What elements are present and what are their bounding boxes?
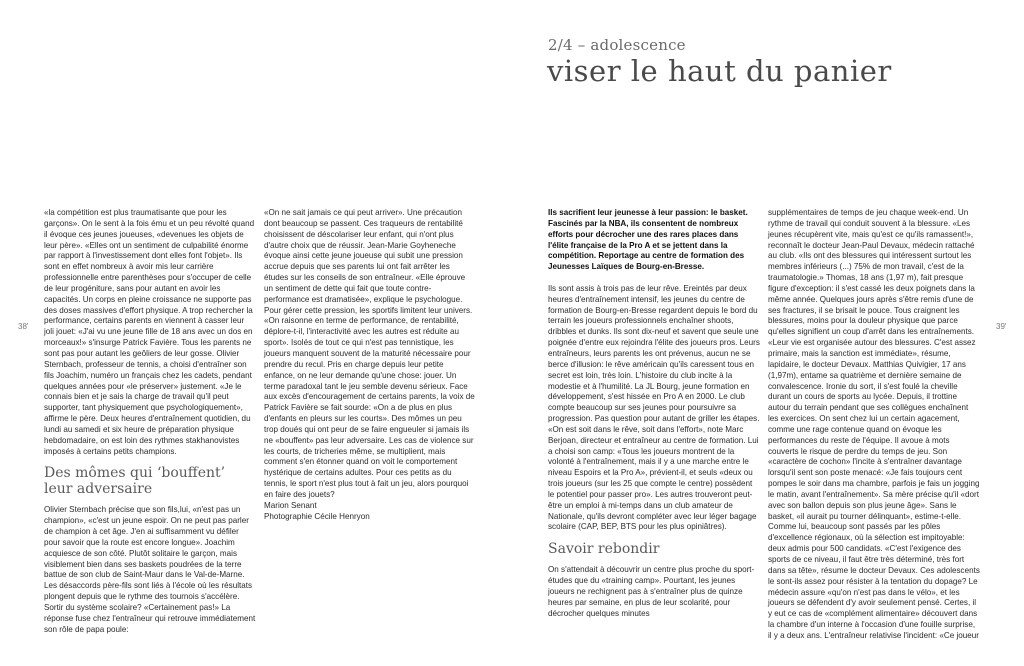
photo-credit: Photographie Cécile Henryon xyxy=(264,511,370,521)
author-credit: Marion Senant xyxy=(264,500,317,510)
article-title: viser le haut du panier xyxy=(547,54,892,88)
article-lead: Ils sacrifient leur jeunesse à leur passion: le basket. Fascinés par la NBA, ils consentent de nombreux efforts pour décrocher une des rares places dans l'élite française de la Pro A et se jettent dans la compétition. Reportage au centre de formation des Jeunesses Laïques de Bourg-en-Bresse. xyxy=(548,208,748,272)
column-1-paragraph-1: «la compétition est plus traumatisante que pour les garçons». On le sent à la fois ému et un peu révolté quand il évoque ces jeunes joueuses, «devenues les objets de leur père». «Elles ont un sentiment de culpabilité énorme par rapport à l'investissement dont elles font l'objet». Ils sont en effet nombreux à avoir mis leur carrière professionnelle entre parenthèses pour s'occuper de celle de leur progéniture, sans pour autant en avoir les capacités. Un corps en pleine croissance ne supporte pas des doses massives d'effort physique. A trop rechercher la performance, certains parents en viennent à casser leur joli jouet: «J'ai vu une jeune fille de 18 ans avec un dos en morceaux!» s'insurge Patrick Favière. Tous les parents ne sont pas pour autant les geôliers de leur gosse. Olivier Sternbach, professeur de tennis, a choisi d'entraîner son fils Joachim, numéro un français chez les cadets, pendant quelques années pour «le préserver» justement. «Je le connais bien et je sais la charge de travail qu'il peut supporter, tant physiquement que psychologiquement», affirme le père. Deux heures d'entraînement quotidien, du lundi au samedi et six heure de préparation physique hebdomadaire, on est loin des rythmes stakhanovistes imposés à certains petits champions. xyxy=(44,208,255,456)
page-number-left: 38' xyxy=(18,322,29,331)
column-3 xyxy=(548,208,760,620)
column-2-paragraph-1: «On ne sait jamais ce qui peut arriver». Une précaution dont beaucoup se passent. Ces traqueurs de rentabilité choisissent de déscolariser leur enfant, qui n'ont plus d'autre choix que de réussir. Jean-Marie Goyheneche évoque ainsi cette jeune joueuse qui subit une pression accrue depuis que ses parents lui ont fait arrêter les études sur les conseils de son entraîneur. «Elle éprouve un sentiment de dette qui fait que toute contre-performance est dramatisée», explique le psychologue. Pour gérer cette pression, les sportifs limitent leur univers. «On raisonne en terme de performance, de rentabilité, déplore-t-il, l'interactivité avec les autres est réduite au sport». Isolés de tout ce qui n'est pas tennistique, les joueurs manquent souvent de la maturité nécessaire pour prendre du recul. Pris en charge depuis leur petite enfance, on ne leur demande qu'une chose: jouer. Un terme paradoxal tant le jeu semble devenu sérieux. Face aux excès d'encouragement de certains parents, la voix de Patrick Favière se fait sourde: «On a de plus en plus d'enfants en pleurs sur les courts». Des mômes un peu trop doués qui ont peur de se faire engueuler si jamais ils ne «bouffent» pas leur adversaire. Les cas de violence sur les courts, de tricheries même, se multiplient, mais comment s'en étonner quand on voit le comportement hystérique de certains adultes. Pour ces petits as du tennis, le sport n'est plus tout à fait un jeu, alors pourquoi en faire des jouets? xyxy=(264,208,475,499)
page-number-right: 39' xyxy=(996,322,1007,331)
column-3-paragraph-1: Ils sont assis à trois pas de leur rêve. Ereintés par deux heures d'entraînement intensif, les jeunes du centre de formation de Bourg-en-Bresse regardent depuis le bord du terrain les joueurs professionnels enchaîner shoots, dribbles et dunks. Ils sont dix-neuf et savent que seule une poignée d'entre eux rejoindra l'élite des joueurs pros. Leurs entraîneurs, leurs parents les ont prévenus, aucun ne se berce d'illusion: le rêve américain qu'ils caressent tous en secret est loin, très loin. L'histoire du club incite à la modestie et à l'humilité. La JL Bourg, jeune formation en développement, s'est hissée en Pro A en 2000. Le club compte beaucoup sur ses jeunes pour poursuivre sa progression. Pas question pour autant de griller les étapes. «On est soit dans le rêve, soit dans l'effort», note Marc Berjoan, directeur et entraîneur au centre de formation. Lui a choisi son camp: «Tous les joueurs montrent de la volonté à l'entraînement, mais il y a une marche entre le niveau Espoirs et la Pro A», prévient-il, et seuls «deux ou trois joueurs (sur les 25 que compte le centre) possèdent le potentiel pour passer pro». Les autres trouveront peut-être un emploi à mi-temps dans un club amateur de Nationale, qu'ils devront compléter avec leur léger bagage scolaire (CAP, BEP, BTS pour les plus opiniâtres). xyxy=(548,283,760,532)
column-1 xyxy=(44,208,256,636)
subheading-savoir-rebondir: Savoir rebondir xyxy=(548,541,660,558)
column-1-paragraph-2: Olivier Sternbach précise que son fils,lui, «n'est pas un champion», «c'est un jeune espoir. On ne peut pas parler de champion à cet âge. J'en ai suffisamment vu défiler pour savoir que la route est encore longue». Joachim acquiesce de son côté. Plutôt solitaire le garçon, mais visiblement bien dans ses baskets poudrées de la terre battue de son club de Saint-Maur dans le Val-de-Marne. Les désaccords père-fils sont liés à l'école où les résultats plongent depuis que le rythme des tournois s'accélère. Sortir du système scolaire? «Certainement pas!» La réponse fuse chez l'entraîneur qui retrouve immédiatement son rôle de papa poule: xyxy=(44,505,256,634)
column-3-paragraph-2: On s'attendait à découvrir un centre plus proche du sport-études que du «training camp». Pourtant, les jeunes joueurs ne rechignent pas à s'entraîner plus de quinze heures par semaine, en plus de leur scolarité, pour décrocher quelques minutes xyxy=(548,565,755,618)
subheading-momes: Des mômes qui ‘bouffent’ leur adversaire xyxy=(44,465,226,498)
column-4-paragraph-1: supplémentaires de temps de jeu chaque week-end. Un rythme de travail qui conduit souvent à la blessure. «Les jeunes récupèrent vite, mais qu'est ce qu'ils ramassent!», reconnaît le docteur Jean-Paul Devaux, médecin rattaché au club. «Ils ont des blessures qui intéressent surtout les membres inférieurs (...) 75% de mon travail, c'est de la traumatologie.» Thomas, 18 ans (1,97 m), fait presque figure d'exception: il s'est cassé les deux poignets dans la même année. Quelques jours après s'être remis d'une de ses fractures, il se brisait le pouce. Tous craignent les blessures, moins pour la douleur physique que parce qu'elles signifient un coup d'arrêt dans les entraînements. «Leur vie est organisée autour des blessures. C'est assez primaire, mais la sanction est immédiate», résume, lapidaire, le docteur Devaux. Matthias Quivigier, 17 ans (1,97m), entame sa quatrième et dernière semaine de convalescence. Ironie du sort, il s'est foulé la cheville durant un cours de sports au lycée. Depuis, il trottine autour du terrain pendant que ses collègues enchaînent les exercices. On sent chez lui un certain agacement, comme une rage contenue quand on évoque les performances du reste de l'équipe. Il avoue à mots couverts le risque de perdre du temps de jeu. Son «caractère de cochon» l'incite à s'entraîner davantage lorsqu'il sent son poste menacé: «Je fais toujours cent pompes le soir dans ma chambre, parfois je fais un jogging le matin, avant l'entraînement». Sa mère précise qu'il «dort avec son ballon depuis son plus jeune âge». Sans le basket, «il aurait pu tourner délinquant», estime-t-elle. Comme lui, beaucoup sont passés par les pôles d'excellence régionaux, où la sélection est impitoyable: deux admis pour 500 candidats. «C'est l'exigence des sports de ce niveau, il faut être très déterminé, très fort dans sa tête», résume le docteur Devaux. Ces adolescents le sont-ils assez pour résister à la tentation du dopage? Le médecin assure «qu'on n'est pas dans le vélo», et les joueurs se défendent d'y avoir seulement pensé. Certes, il y eut ce cas de «complément alimentaire» découvert dans la chambre d'un interne à l'occasion d'une fouille surprise, il y a deux ans. L'entraîneur relativise l'incident: «Ce joueur xyxy=(768,208,980,640)
lead-spacer xyxy=(548,273,760,284)
section-kicker: 2/4 – adolescence xyxy=(548,36,686,54)
column-4 xyxy=(768,208,980,642)
column-2 xyxy=(264,208,476,522)
